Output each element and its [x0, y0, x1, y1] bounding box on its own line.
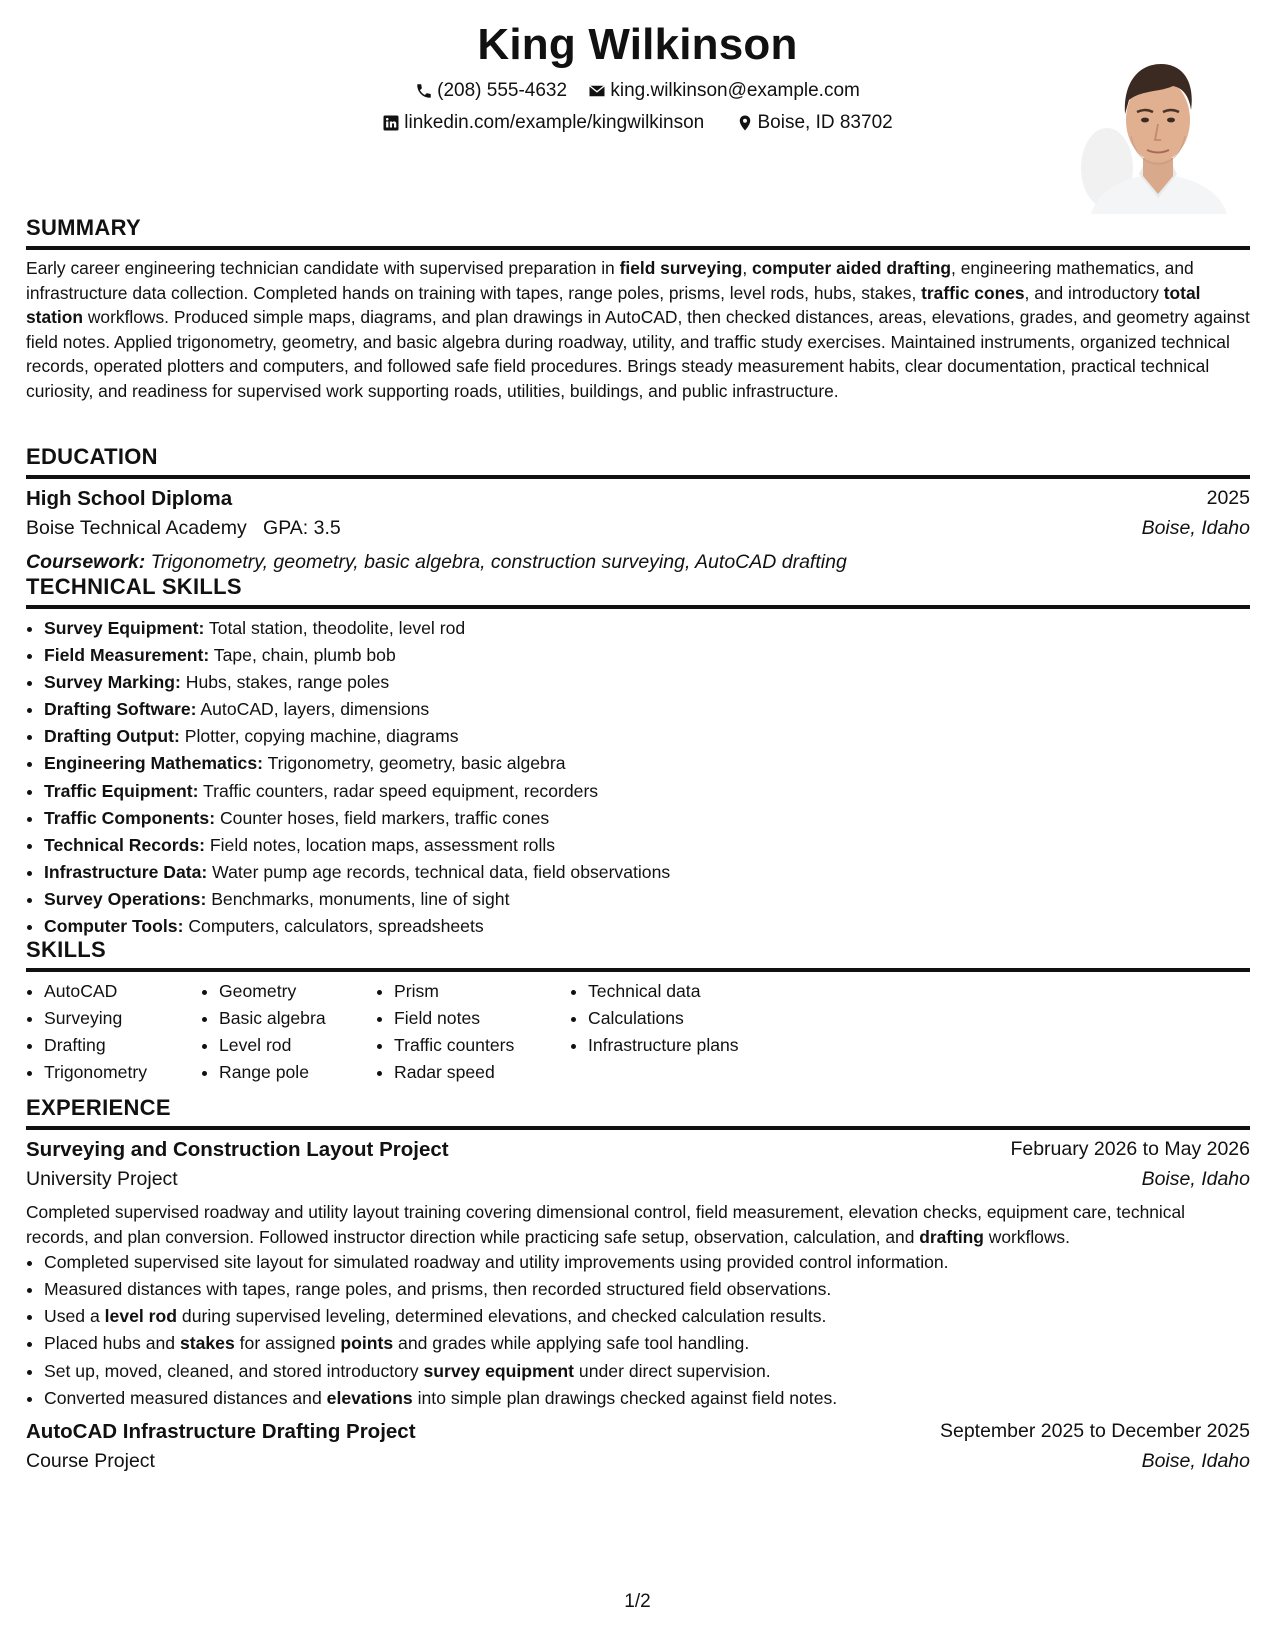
experience-bullet: [44, 1385, 1250, 1412]
experience-org-row: [26, 1168, 1250, 1198]
skill-item: • Geometry: [219, 978, 376, 1005]
text-segment: workflows.: [983, 1226, 1070, 1247]
emphasis-text: computer aided drafting: [752, 258, 952, 278]
experience-bullets: [26, 1249, 1250, 1412]
skill-category: Drafting Output:: [44, 726, 180, 747]
skills-column: [26, 978, 201, 1086]
skill-category: Field Measurement:: [44, 645, 210, 666]
skill-item: • Trigonometry: [44, 1059, 201, 1086]
emphasis-text: level rod: [104, 1306, 178, 1327]
skill-item: • Radar speed: [394, 1059, 570, 1086]
technical-skill-item: [44, 615, 1250, 642]
text-segment: under direct supervision.: [574, 1360, 771, 1381]
skill-category: Infrastructure Data:: [44, 861, 208, 882]
linkedin-icon: [382, 114, 400, 132]
education-year: 2025: [1206, 487, 1250, 509]
coursework-label: Coursework:: [26, 551, 146, 573]
skill-category: Engineering Mathematics:: [44, 753, 263, 774]
skill-detail: Benchmarks, monuments, line of sight: [206, 888, 510, 909]
text-segment: Converted measured distances and: [44, 1387, 327, 1408]
text-segment: , engineering mathematics, and infrastructure data collection. Completed hands on training with tapes, range poles, prisms, level rods, hubs, stakes,: [26, 258, 1194, 303]
technical-skill-item: [44, 669, 1250, 696]
emphasis-text: traffic cones: [921, 282, 1025, 303]
skill-category: Drafting Software:: [44, 699, 197, 720]
text-segment: workflows. Produced simple maps, diagrams, and plan drawings in AutoCAD, then checked distances, areas, elevations, grades, and geometry against field notes. Applied trigonometry, geometry, and basic algebra during roadway, utility, and traffic study exercises. Maintained instruments, organized technical records, operated plotters and computers, and followed safe field procedures. Brings steady measurement habits, clear documentation, practical technical curiosity, and readiness for supervised work supporting roads, utilities, buildings, and public infrastructure.: [26, 307, 1250, 401]
skills-column: [201, 978, 376, 1086]
coursework-text: Trigonometry, geometry, basic algebra, construction surveying, AutoCAD drafting: [145, 551, 847, 573]
section-divider: [26, 475, 1250, 479]
skill-category: Technical Records:: [44, 834, 205, 855]
text-segment: into simple plan drawings checked against field notes.: [412, 1387, 838, 1408]
text-segment: Early career engineering technician candidate with supervised preparation in: [26, 258, 620, 278]
education-section: [26, 443, 1250, 577]
candidate-name: King Wilkinson: [477, 20, 798, 69]
emphasis-text: elevations: [326, 1387, 413, 1408]
skill-item: • Surveying: [44, 1005, 201, 1032]
education-heading: EDUCATION: [26, 444, 158, 469]
skills-section: [26, 936, 1250, 1086]
experience-bullet: [44, 1358, 1250, 1385]
text-segment: Measured distances with tapes, range poles, and prisms, then recorded structured field observations.: [44, 1279, 832, 1300]
experience-entry: [26, 1138, 1250, 1412]
experience-bullet: [44, 1330, 1250, 1357]
experience-bullet: [44, 1303, 1250, 1330]
experience-entry: [26, 1420, 1250, 1480]
skill-category: Survey Operations:: [44, 888, 207, 909]
summary-section: [26, 214, 1250, 404]
experience-title-row: [26, 1420, 1250, 1450]
skill-item: • Range pole: [219, 1059, 376, 1086]
experience-bullet: [44, 1276, 1250, 1303]
text-segment: Completed supervised roadway and utility layout training covering dimensional control, field measurement, elevation checks, equipment care, technical records, and plan conversion. Followed instructor direction while practicing safe setup, observation, calculation, and: [26, 1202, 1186, 1247]
skills-column: [376, 978, 570, 1086]
text-segment: Placed hubs and: [44, 1333, 180, 1354]
page-number: 1/2: [624, 1591, 651, 1612]
skills-column: [570, 978, 739, 1086]
skills-columns: [26, 978, 1250, 1086]
experience-heading: EXPERIENCE: [26, 1095, 171, 1120]
skill-item: • Prism: [394, 978, 570, 1005]
technical-skill-item: [44, 696, 1250, 723]
skill-item: • Traffic counters: [394, 1032, 570, 1059]
phone-text: (208) 555-4632: [437, 80, 568, 101]
map-pin-icon: [736, 114, 754, 132]
skill-item: • Technical data: [588, 978, 739, 1005]
skill-category: Survey Marking:: [44, 672, 181, 693]
technical-skill-item: [44, 805, 1250, 832]
email-text[interactable]: king.wilkinson@example.com: [610, 80, 860, 101]
emphasis-text: survey equipment: [423, 1360, 575, 1381]
education-row-1: [26, 487, 1250, 517]
profile-photo: [1077, 48, 1239, 214]
experience-org: University Project: [26, 1168, 178, 1190]
school-name: Boise Technical Academy: [26, 517, 247, 539]
technical-skill-item: [44, 886, 1250, 913]
linkedin-text[interactable]: linkedin.com/example/kingwilkinson: [404, 112, 705, 133]
skill-detail: Trigonometry, geometry, basic algebra: [263, 753, 566, 774]
emphasis-text: drafting: [919, 1226, 984, 1247]
experience-summary: [26, 1200, 1250, 1249]
education-row-2: [26, 517, 1250, 547]
skill-detail: Plotter, copying machine, diagrams: [179, 726, 459, 747]
text-segment: , and introductory: [1024, 282, 1164, 303]
skill-item: • AutoCAD: [44, 978, 201, 1005]
experience-dates: September 2025 to December 2025: [939, 1419, 1250, 1442]
skill-item: • Calculations: [588, 1005, 739, 1032]
summary-heading: SUMMARY: [26, 215, 141, 240]
skill-item: • Drafting: [44, 1032, 201, 1059]
section-divider: [26, 968, 1250, 972]
experience-bullet: [44, 1249, 1250, 1276]
skill-category: Traffic Components:: [44, 807, 216, 828]
emphasis-text: total station: [26, 282, 1201, 328]
email-contact[interactable]: [588, 80, 860, 102]
emphasis-text: points: [340, 1333, 394, 1354]
text-segment: during supervised leveling, determined elevations, and checked calculation results.: [177, 1306, 827, 1327]
text-segment: Completed supervised site layout for simulated roadway and utility improvements using provided control information.: [44, 1252, 949, 1273]
technical-skills-section: [26, 573, 1250, 940]
section-divider: [26, 246, 1250, 250]
technical-skill-item: [44, 859, 1250, 886]
experience-title-row: [26, 1138, 1250, 1168]
section-divider: [26, 605, 1250, 609]
section-divider: [26, 1126, 1250, 1130]
skill-item: • Basic algebra: [219, 1005, 376, 1032]
phone-icon: [415, 82, 433, 100]
envelope-icon: [588, 82, 606, 100]
technical-skill-item: [44, 723, 1250, 750]
experience-org-row: [26, 1450, 1250, 1480]
skills-heading: SKILLS: [26, 937, 107, 962]
skill-category: Survey Equipment:: [44, 618, 205, 638]
skill-category: Computer Tools:: [44, 916, 184, 937]
skill-detail: Hubs, stakes, range poles: [180, 672, 390, 693]
summary-text: [26, 256, 1250, 404]
experience-location: Boise, Idaho: [1141, 1168, 1250, 1190]
technical-skill-item: [44, 832, 1250, 859]
emphasis-text: field surveying: [619, 258, 743, 278]
phone-contact: [415, 80, 567, 102]
text-segment: for assigned: [234, 1333, 341, 1354]
skill-detail: Tape, chain, plumb bob: [209, 645, 396, 666]
text-segment: Set up, moved, cleaned, and stored introductory: [44, 1360, 424, 1381]
skill-detail: Field notes, location maps, assessment rolls: [205, 834, 556, 855]
skill-category: Traffic Equipment:: [44, 780, 199, 801]
skill-item: • Field notes: [394, 1005, 570, 1032]
experience-section: [26, 1094, 1250, 1480]
location-contact: [736, 112, 893, 134]
skill-detail: Water pump age records, technical data, field observations: [207, 861, 671, 882]
gpa-text: GPA: 3.5: [263, 517, 341, 539]
text-segment: Used a: [44, 1306, 105, 1327]
experience-location: Boise, Idaho: [1141, 1449, 1250, 1472]
skill-detail: Traffic counters, radar speed equipment, recorders: [198, 780, 599, 801]
technical-skill-item: [44, 750, 1250, 777]
experience-title: AutoCAD Infrastructure Drafting Project: [26, 1419, 416, 1443]
degree-title: High School Diploma: [26, 487, 233, 510]
technical-skills-heading: TECHNICAL SKILLS: [26, 574, 242, 599]
experience-title: Surveying and Construction Layout Project: [26, 1138, 449, 1161]
technical-skills-list: [26, 615, 1250, 940]
skill-detail: Computers, calculators, spreadsheets: [183, 916, 484, 937]
skill-detail: Counter hoses, field markers, traffic cones: [215, 807, 550, 828]
skill-detail: AutoCAD, layers, dimensions: [196, 699, 430, 720]
emphasis-text: stakes: [179, 1333, 235, 1354]
skill-detail: Total station, theodolite, level rod: [204, 618, 466, 638]
school-line: [26, 517, 341, 540]
location-text: Boise, ID 83702: [757, 112, 893, 133]
text-segment: and grades while applying safe tool handling.: [393, 1333, 750, 1354]
education-location: Boise, Idaho: [1141, 517, 1250, 539]
linkedin-contact[interactable]: [382, 112, 704, 134]
skill-item: • Infrastructure plans: [588, 1032, 739, 1059]
experience-org: Course Project: [26, 1449, 155, 1472]
technical-skill-item: [44, 778, 1250, 805]
skill-item: • Level rod: [219, 1032, 376, 1059]
technical-skill-item: [44, 642, 1250, 669]
text-segment: ,: [742, 258, 752, 278]
experience-dates: February 2026 to May 2026: [1010, 1138, 1250, 1160]
